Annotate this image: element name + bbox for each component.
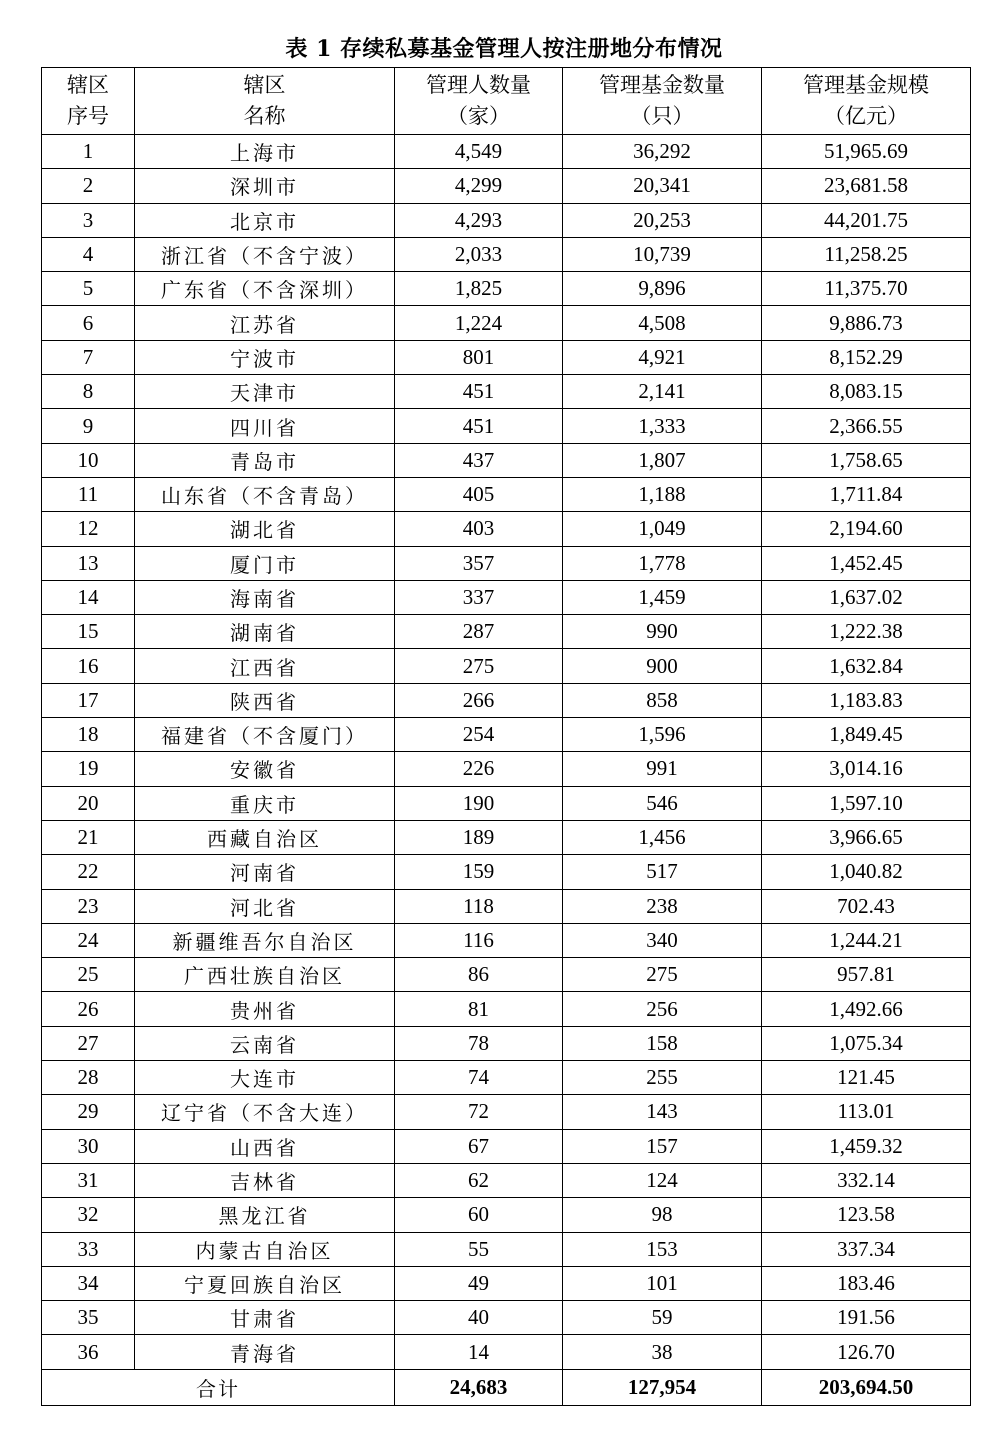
cell-region-name: 广东省（不含深圳） bbox=[135, 272, 395, 306]
cell-region-no: 12 bbox=[42, 512, 135, 546]
table-row bbox=[42, 546, 971, 580]
cell-fund-scale: 702.43 bbox=[762, 889, 971, 923]
cell-fund-count: 1,807 bbox=[563, 443, 762, 477]
cell-region-name: 黑龙江省 bbox=[135, 1198, 395, 1232]
cell-manager-count: 226 bbox=[395, 752, 563, 786]
cell-fund-count: 900 bbox=[563, 649, 762, 683]
cell-manager-count: 437 bbox=[395, 443, 563, 477]
cell-region-name: 浙江省（不含宁波） bbox=[135, 237, 395, 271]
cell-fund-count: 991 bbox=[563, 752, 762, 786]
cell-fund-scale: 1,040.82 bbox=[762, 855, 971, 889]
header-manager-count: 管理人数量 （家） bbox=[395, 68, 563, 135]
cell-manager-count: 81 bbox=[395, 992, 563, 1026]
cell-region-name: 河南省 bbox=[135, 855, 395, 889]
cell-region-name: 北京市 bbox=[135, 203, 395, 237]
cell-region-name: 江西省 bbox=[135, 649, 395, 683]
cell-region-no: 8 bbox=[42, 375, 135, 409]
table-row bbox=[42, 992, 971, 1026]
cell-region-no: 10 bbox=[42, 443, 135, 477]
table-body bbox=[42, 135, 971, 1370]
cell-fund-scale: 121.45 bbox=[762, 1061, 971, 1095]
cell-manager-count: 190 bbox=[395, 786, 563, 820]
cell-region-no: 30 bbox=[42, 1129, 135, 1163]
cell-manager-count: 67 bbox=[395, 1129, 563, 1163]
table-row bbox=[42, 786, 971, 820]
cell-manager-count: 357 bbox=[395, 546, 563, 580]
cell-fund-count: 1,459 bbox=[563, 580, 762, 614]
cell-fund-count: 1,456 bbox=[563, 820, 762, 854]
total-row bbox=[42, 1369, 971, 1405]
cell-fund-scale: 957.81 bbox=[762, 958, 971, 992]
cell-fund-scale: 332.14 bbox=[762, 1163, 971, 1197]
cell-fund-scale: 8,152.29 bbox=[762, 340, 971, 374]
table-row bbox=[42, 375, 971, 409]
cell-fund-count: 4,921 bbox=[563, 340, 762, 374]
cell-fund-count: 101 bbox=[563, 1266, 762, 1300]
cell-manager-count: 74 bbox=[395, 1061, 563, 1095]
cell-fund-count: 1,778 bbox=[563, 546, 762, 580]
cell-region-name: 云南省 bbox=[135, 1026, 395, 1060]
cell-fund-scale: 1,244.21 bbox=[762, 923, 971, 957]
cell-region-no: 9 bbox=[42, 409, 135, 443]
cell-region-name: 天津市 bbox=[135, 375, 395, 409]
table-row bbox=[42, 1061, 971, 1095]
cell-fund-scale: 1,637.02 bbox=[762, 580, 971, 614]
cell-region-no: 15 bbox=[42, 615, 135, 649]
table-row bbox=[42, 958, 971, 992]
table-row bbox=[42, 615, 971, 649]
cell-manager-count: 4,549 bbox=[395, 135, 563, 169]
cell-region-name: 上海市 bbox=[135, 135, 395, 169]
table-row bbox=[42, 1232, 971, 1266]
cell-fund-count: 546 bbox=[563, 786, 762, 820]
cell-region-no: 25 bbox=[42, 958, 135, 992]
table-row bbox=[42, 1301, 971, 1335]
cell-fund-count: 1,596 bbox=[563, 718, 762, 752]
cell-fund-scale: 44,201.75 bbox=[762, 203, 971, 237]
table-row bbox=[42, 512, 971, 546]
cell-fund-scale: 1,183.83 bbox=[762, 683, 971, 717]
cell-fund-scale: 183.46 bbox=[762, 1266, 971, 1300]
cell-region-no: 16 bbox=[42, 649, 135, 683]
cell-manager-count: 40 bbox=[395, 1301, 563, 1335]
cell-manager-count: 62 bbox=[395, 1163, 563, 1197]
cell-region-name: 山东省（不含青岛） bbox=[135, 477, 395, 511]
table-row bbox=[42, 135, 971, 169]
cell-fund-count: 1,333 bbox=[563, 409, 762, 443]
cell-manager-count: 78 bbox=[395, 1026, 563, 1060]
cell-fund-count: 143 bbox=[563, 1095, 762, 1129]
cell-fund-count: 10,739 bbox=[563, 237, 762, 271]
cell-fund-count: 98 bbox=[563, 1198, 762, 1232]
cell-fund-scale: 1,597.10 bbox=[762, 786, 971, 820]
cell-region-no: 19 bbox=[42, 752, 135, 786]
table-row bbox=[42, 306, 971, 340]
cell-fund-scale: 2,194.60 bbox=[762, 512, 971, 546]
cell-manager-count: 118 bbox=[395, 889, 563, 923]
cell-region-no: 22 bbox=[42, 855, 135, 889]
cell-manager-count: 49 bbox=[395, 1266, 563, 1300]
cell-fund-count: 36,292 bbox=[563, 135, 762, 169]
table-row bbox=[42, 237, 971, 271]
table-row bbox=[42, 718, 971, 752]
header-fund-count: 管理基金数量 （只） bbox=[563, 68, 762, 135]
cell-region-no: 20 bbox=[42, 786, 135, 820]
cell-region-name: 新疆维吾尔自治区 bbox=[135, 923, 395, 957]
cell-region-name: 青岛市 bbox=[135, 443, 395, 477]
cell-manager-count: 55 bbox=[395, 1232, 563, 1266]
table-row bbox=[42, 169, 971, 203]
cell-region-name: 宁波市 bbox=[135, 340, 395, 374]
cell-fund-scale: 126.70 bbox=[762, 1335, 971, 1369]
cell-region-no: 1 bbox=[42, 135, 135, 169]
cell-region-no: 17 bbox=[42, 683, 135, 717]
cell-region-no: 28 bbox=[42, 1061, 135, 1095]
cell-region-no: 29 bbox=[42, 1095, 135, 1129]
cell-fund-scale: 11,258.25 bbox=[762, 237, 971, 271]
header-fund-scale: 管理基金规模 （亿元） bbox=[762, 68, 971, 135]
cell-fund-count: 157 bbox=[563, 1129, 762, 1163]
cell-fund-count: 1,188 bbox=[563, 477, 762, 511]
table-row bbox=[42, 683, 971, 717]
cell-region-name: 陕西省 bbox=[135, 683, 395, 717]
cell-manager-count: 254 bbox=[395, 718, 563, 752]
cell-fund-scale: 191.56 bbox=[762, 1301, 971, 1335]
table-row bbox=[42, 340, 971, 374]
cell-fund-count: 340 bbox=[563, 923, 762, 957]
table-row bbox=[42, 1335, 971, 1369]
cell-region-no: 4 bbox=[42, 237, 135, 271]
cell-fund-count: 1,049 bbox=[563, 512, 762, 546]
total-funds: 127,954 bbox=[563, 1369, 762, 1405]
cell-region-name: 青海省 bbox=[135, 1335, 395, 1369]
cell-region-name: 大连市 bbox=[135, 1061, 395, 1095]
header-region-name: 辖区 名称 bbox=[135, 68, 395, 135]
cell-fund-count: 4,508 bbox=[563, 306, 762, 340]
fund-manager-table bbox=[41, 67, 971, 1406]
cell-region-no: 31 bbox=[42, 1163, 135, 1197]
table-row bbox=[42, 203, 971, 237]
cell-region-name: 深圳市 bbox=[135, 169, 395, 203]
cell-fund-scale: 1,849.45 bbox=[762, 718, 971, 752]
cell-region-name: 海南省 bbox=[135, 580, 395, 614]
table-row bbox=[42, 409, 971, 443]
table-row bbox=[42, 649, 971, 683]
cell-region-name: 内蒙古自治区 bbox=[135, 1232, 395, 1266]
cell-region-no: 3 bbox=[42, 203, 135, 237]
cell-manager-count: 14 bbox=[395, 1335, 563, 1369]
cell-region-name: 吉林省 bbox=[135, 1163, 395, 1197]
cell-fund-scale: 1,452.45 bbox=[762, 546, 971, 580]
cell-region-no: 34 bbox=[42, 1266, 135, 1300]
cell-region-name: 宁夏回族自治区 bbox=[135, 1266, 395, 1300]
table-row bbox=[42, 1266, 971, 1300]
cell-fund-scale: 1,492.66 bbox=[762, 992, 971, 1026]
header-row bbox=[42, 68, 971, 135]
cell-fund-count: 275 bbox=[563, 958, 762, 992]
cell-region-name: 广西壮族自治区 bbox=[135, 958, 395, 992]
cell-manager-count: 72 bbox=[395, 1095, 563, 1129]
cell-manager-count: 86 bbox=[395, 958, 563, 992]
cell-region-name: 湖南省 bbox=[135, 615, 395, 649]
cell-fund-count: 20,253 bbox=[563, 203, 762, 237]
total-label: 合计 bbox=[42, 1369, 395, 1405]
cell-fund-scale: 2,366.55 bbox=[762, 409, 971, 443]
cell-fund-count: 153 bbox=[563, 1232, 762, 1266]
cell-fund-scale: 9,886.73 bbox=[762, 306, 971, 340]
table-row bbox=[42, 1129, 971, 1163]
cell-region-no: 14 bbox=[42, 580, 135, 614]
cell-fund-scale: 1,758.65 bbox=[762, 443, 971, 477]
cell-region-name: 四川省 bbox=[135, 409, 395, 443]
cell-region-no: 6 bbox=[42, 306, 135, 340]
table-row bbox=[42, 752, 971, 786]
cell-region-no: 2 bbox=[42, 169, 135, 203]
table-row bbox=[42, 1095, 971, 1129]
cell-manager-count: 801 bbox=[395, 340, 563, 374]
cell-region-name: 辽宁省（不含大连） bbox=[135, 1095, 395, 1129]
table-row bbox=[42, 820, 971, 854]
cell-fund-scale: 113.01 bbox=[762, 1095, 971, 1129]
cell-fund-scale: 1,711.84 bbox=[762, 477, 971, 511]
table-row bbox=[42, 889, 971, 923]
cell-fund-count: 9,896 bbox=[563, 272, 762, 306]
table-row bbox=[42, 477, 971, 511]
table-row bbox=[42, 1163, 971, 1197]
cell-manager-count: 116 bbox=[395, 923, 563, 957]
cell-manager-count: 1,224 bbox=[395, 306, 563, 340]
cell-region-name: 厦门市 bbox=[135, 546, 395, 580]
table-row bbox=[42, 1198, 971, 1232]
cell-region-no: 5 bbox=[42, 272, 135, 306]
cell-region-no: 18 bbox=[42, 718, 135, 752]
cell-fund-scale: 23,681.58 bbox=[762, 169, 971, 203]
cell-fund-scale: 123.58 bbox=[762, 1198, 971, 1232]
cell-fund-count: 990 bbox=[563, 615, 762, 649]
cell-fund-scale: 8,083.15 bbox=[762, 375, 971, 409]
cell-fund-count: 255 bbox=[563, 1061, 762, 1095]
cell-region-no: 27 bbox=[42, 1026, 135, 1060]
cell-fund-count: 858 bbox=[563, 683, 762, 717]
cell-manager-count: 451 bbox=[395, 375, 563, 409]
total-scale: 203,694.50 bbox=[762, 1369, 971, 1405]
cell-fund-count: 238 bbox=[563, 889, 762, 923]
cell-region-name: 湖北省 bbox=[135, 512, 395, 546]
cell-manager-count: 4,293 bbox=[395, 203, 563, 237]
table-row bbox=[42, 855, 971, 889]
cell-manager-count: 2,033 bbox=[395, 237, 563, 271]
cell-region-no: 32 bbox=[42, 1198, 135, 1232]
table-row bbox=[42, 923, 971, 957]
cell-manager-count: 405 bbox=[395, 477, 563, 511]
cell-region-name: 江苏省 bbox=[135, 306, 395, 340]
cell-region-name: 西藏自治区 bbox=[135, 820, 395, 854]
cell-region-name: 贵州省 bbox=[135, 992, 395, 1026]
table-row bbox=[42, 580, 971, 614]
table-row bbox=[42, 1026, 971, 1060]
cell-region-name: 重庆市 bbox=[135, 786, 395, 820]
cell-fund-count: 38 bbox=[563, 1335, 762, 1369]
cell-manager-count: 275 bbox=[395, 649, 563, 683]
cell-manager-count: 337 bbox=[395, 580, 563, 614]
cell-manager-count: 189 bbox=[395, 820, 563, 854]
total-managers: 24,683 bbox=[395, 1369, 563, 1405]
cell-fund-scale: 51,965.69 bbox=[762, 135, 971, 169]
cell-region-no: 11 bbox=[42, 477, 135, 511]
cell-region-name: 安徽省 bbox=[135, 752, 395, 786]
cell-fund-count: 2,141 bbox=[563, 375, 762, 409]
cell-region-no: 7 bbox=[42, 340, 135, 374]
table-row bbox=[42, 443, 971, 477]
cell-region-no: 33 bbox=[42, 1232, 135, 1266]
cell-region-no: 36 bbox=[42, 1335, 135, 1369]
cell-fund-count: 20,341 bbox=[563, 169, 762, 203]
cell-region-no: 21 bbox=[42, 820, 135, 854]
cell-fund-scale: 3,966.65 bbox=[762, 820, 971, 854]
cell-fund-count: 517 bbox=[563, 855, 762, 889]
cell-manager-count: 403 bbox=[395, 512, 563, 546]
cell-manager-count: 60 bbox=[395, 1198, 563, 1232]
cell-fund-count: 158 bbox=[563, 1026, 762, 1060]
cell-region-name: 河北省 bbox=[135, 889, 395, 923]
cell-fund-scale: 337.34 bbox=[762, 1232, 971, 1266]
table-title: 表 1 存续私募基金管理人按注册地分布情况 bbox=[285, 36, 723, 62]
cell-fund-scale: 1,459.32 bbox=[762, 1129, 971, 1163]
cell-region-no: 35 bbox=[42, 1301, 135, 1335]
cell-manager-count: 451 bbox=[395, 409, 563, 443]
cell-fund-count: 256 bbox=[563, 992, 762, 1026]
cell-fund-scale: 3,014.16 bbox=[762, 752, 971, 786]
cell-fund-count: 59 bbox=[563, 1301, 762, 1335]
cell-manager-count: 266 bbox=[395, 683, 563, 717]
cell-region-name: 山西省 bbox=[135, 1129, 395, 1163]
cell-manager-count: 287 bbox=[395, 615, 563, 649]
cell-region-no: 13 bbox=[42, 546, 135, 580]
table-row bbox=[42, 272, 971, 306]
cell-fund-scale: 1,075.34 bbox=[762, 1026, 971, 1060]
cell-region-name: 福建省（不含厦门） bbox=[135, 718, 395, 752]
cell-region-no: 26 bbox=[42, 992, 135, 1026]
cell-fund-count: 124 bbox=[563, 1163, 762, 1197]
cell-manager-count: 1,825 bbox=[395, 272, 563, 306]
cell-manager-count: 159 bbox=[395, 855, 563, 889]
header-region-no: 辖区 序号 bbox=[42, 68, 135, 135]
cell-region-name: 甘肃省 bbox=[135, 1301, 395, 1335]
cell-fund-scale: 1,222.38 bbox=[762, 615, 971, 649]
cell-fund-scale: 1,632.84 bbox=[762, 649, 971, 683]
cell-fund-scale: 11,375.70 bbox=[762, 272, 971, 306]
cell-region-no: 24 bbox=[42, 923, 135, 957]
cell-manager-count: 4,299 bbox=[395, 169, 563, 203]
cell-region-no: 23 bbox=[42, 889, 135, 923]
